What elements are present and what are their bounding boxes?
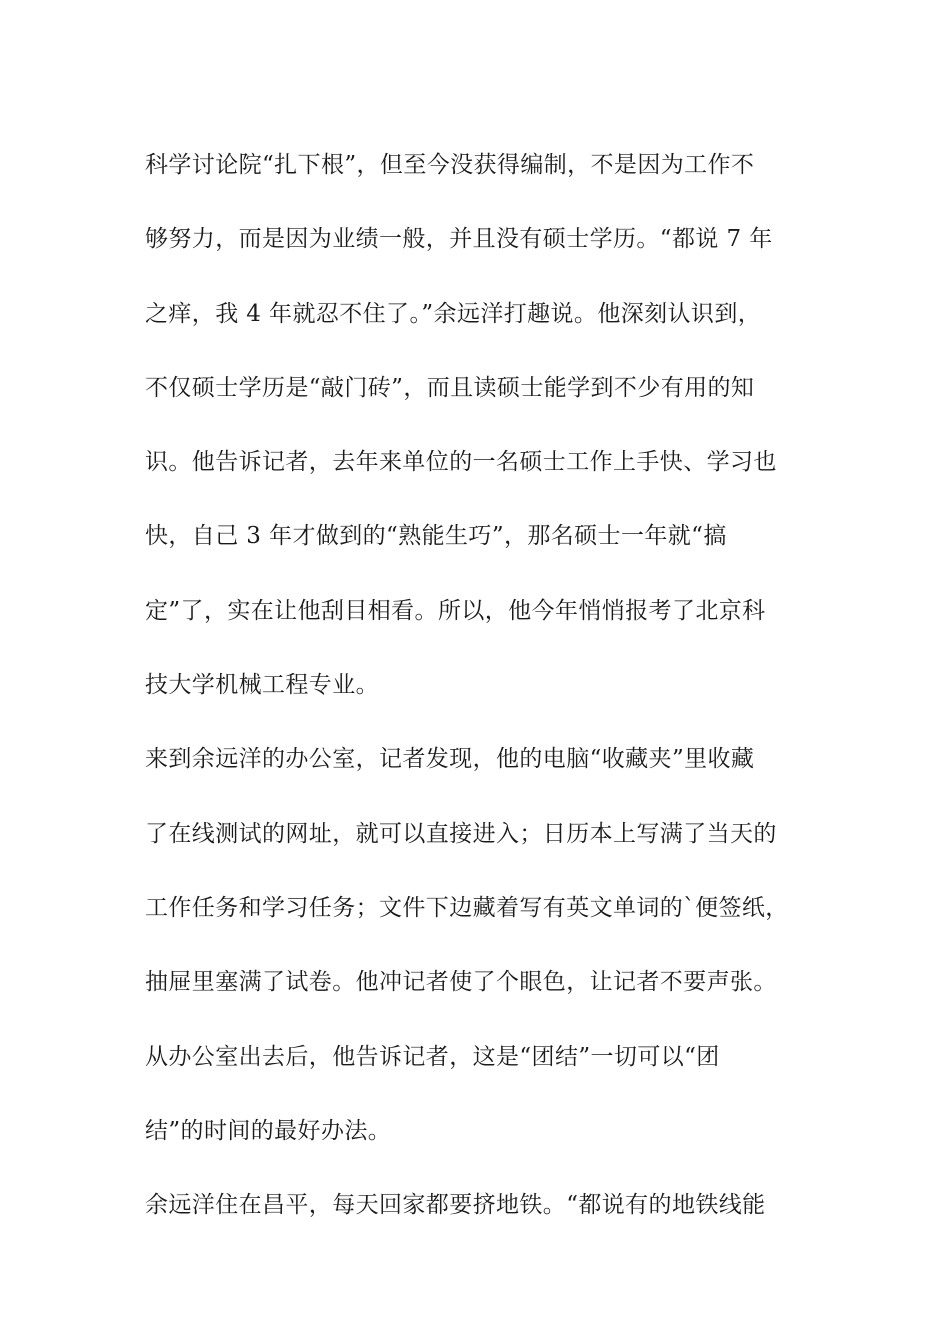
- text-line: 结”的时间的最好办法。: [145, 1117, 392, 1144]
- text-line: 快，自己 3 年才做到的“熟能生巧”，那名硕士一年就“搞: [145, 523, 727, 550]
- body-text: [145, 128, 810, 1242]
- text-line: 来到余远洋的办公室，记者发现，他的电脑“收藏夹”里收藏: [145, 746, 755, 773]
- text-line: 了在线测试的网址，就可以直接进入；日历本上写满了当天的: [145, 820, 777, 847]
- text-line: 技大学机械工程专业。: [145, 672, 379, 699]
- text-line: 够努力，而是因为业绩一般，并且没有硕士学历。“都说 7 年: [145, 226, 773, 253]
- text-line: 识。他告诉记者，去年来单位的一名硕士工作上手快、学习也: [145, 449, 777, 476]
- text-line: 不仅硕士学历是“敲门砖”，而且读硕士能学到不少有用的知: [145, 374, 755, 401]
- text-line: 抽屉里塞满了试卷。他冲记者使了个眼色，让记者不要声张。: [145, 969, 777, 996]
- text-line: 之痒，我 4 年就忍不住了。”余远洋打趣说。他深刻认识到，: [145, 300, 762, 327]
- text-line: 从办公室出去后，他告诉记者，这是“团结”一切可以“团: [145, 1043, 720, 1070]
- text-line: 科学讨论院“扎下根”，但至今没获得编制，不是因为工作不: [145, 152, 755, 178]
- text-line: 定”了，实在让他刮目相看。所以，他今年悄悄报考了北京科: [145, 597, 766, 624]
- text-line: 工作任务和学习任务；文件下边藏着写有英文单词的`便签纸，: [145, 894, 789, 921]
- text-line: 余远洋住在昌平，每天回家都要挤地铁。“都说有的地铁线能: [145, 1192, 766, 1219]
